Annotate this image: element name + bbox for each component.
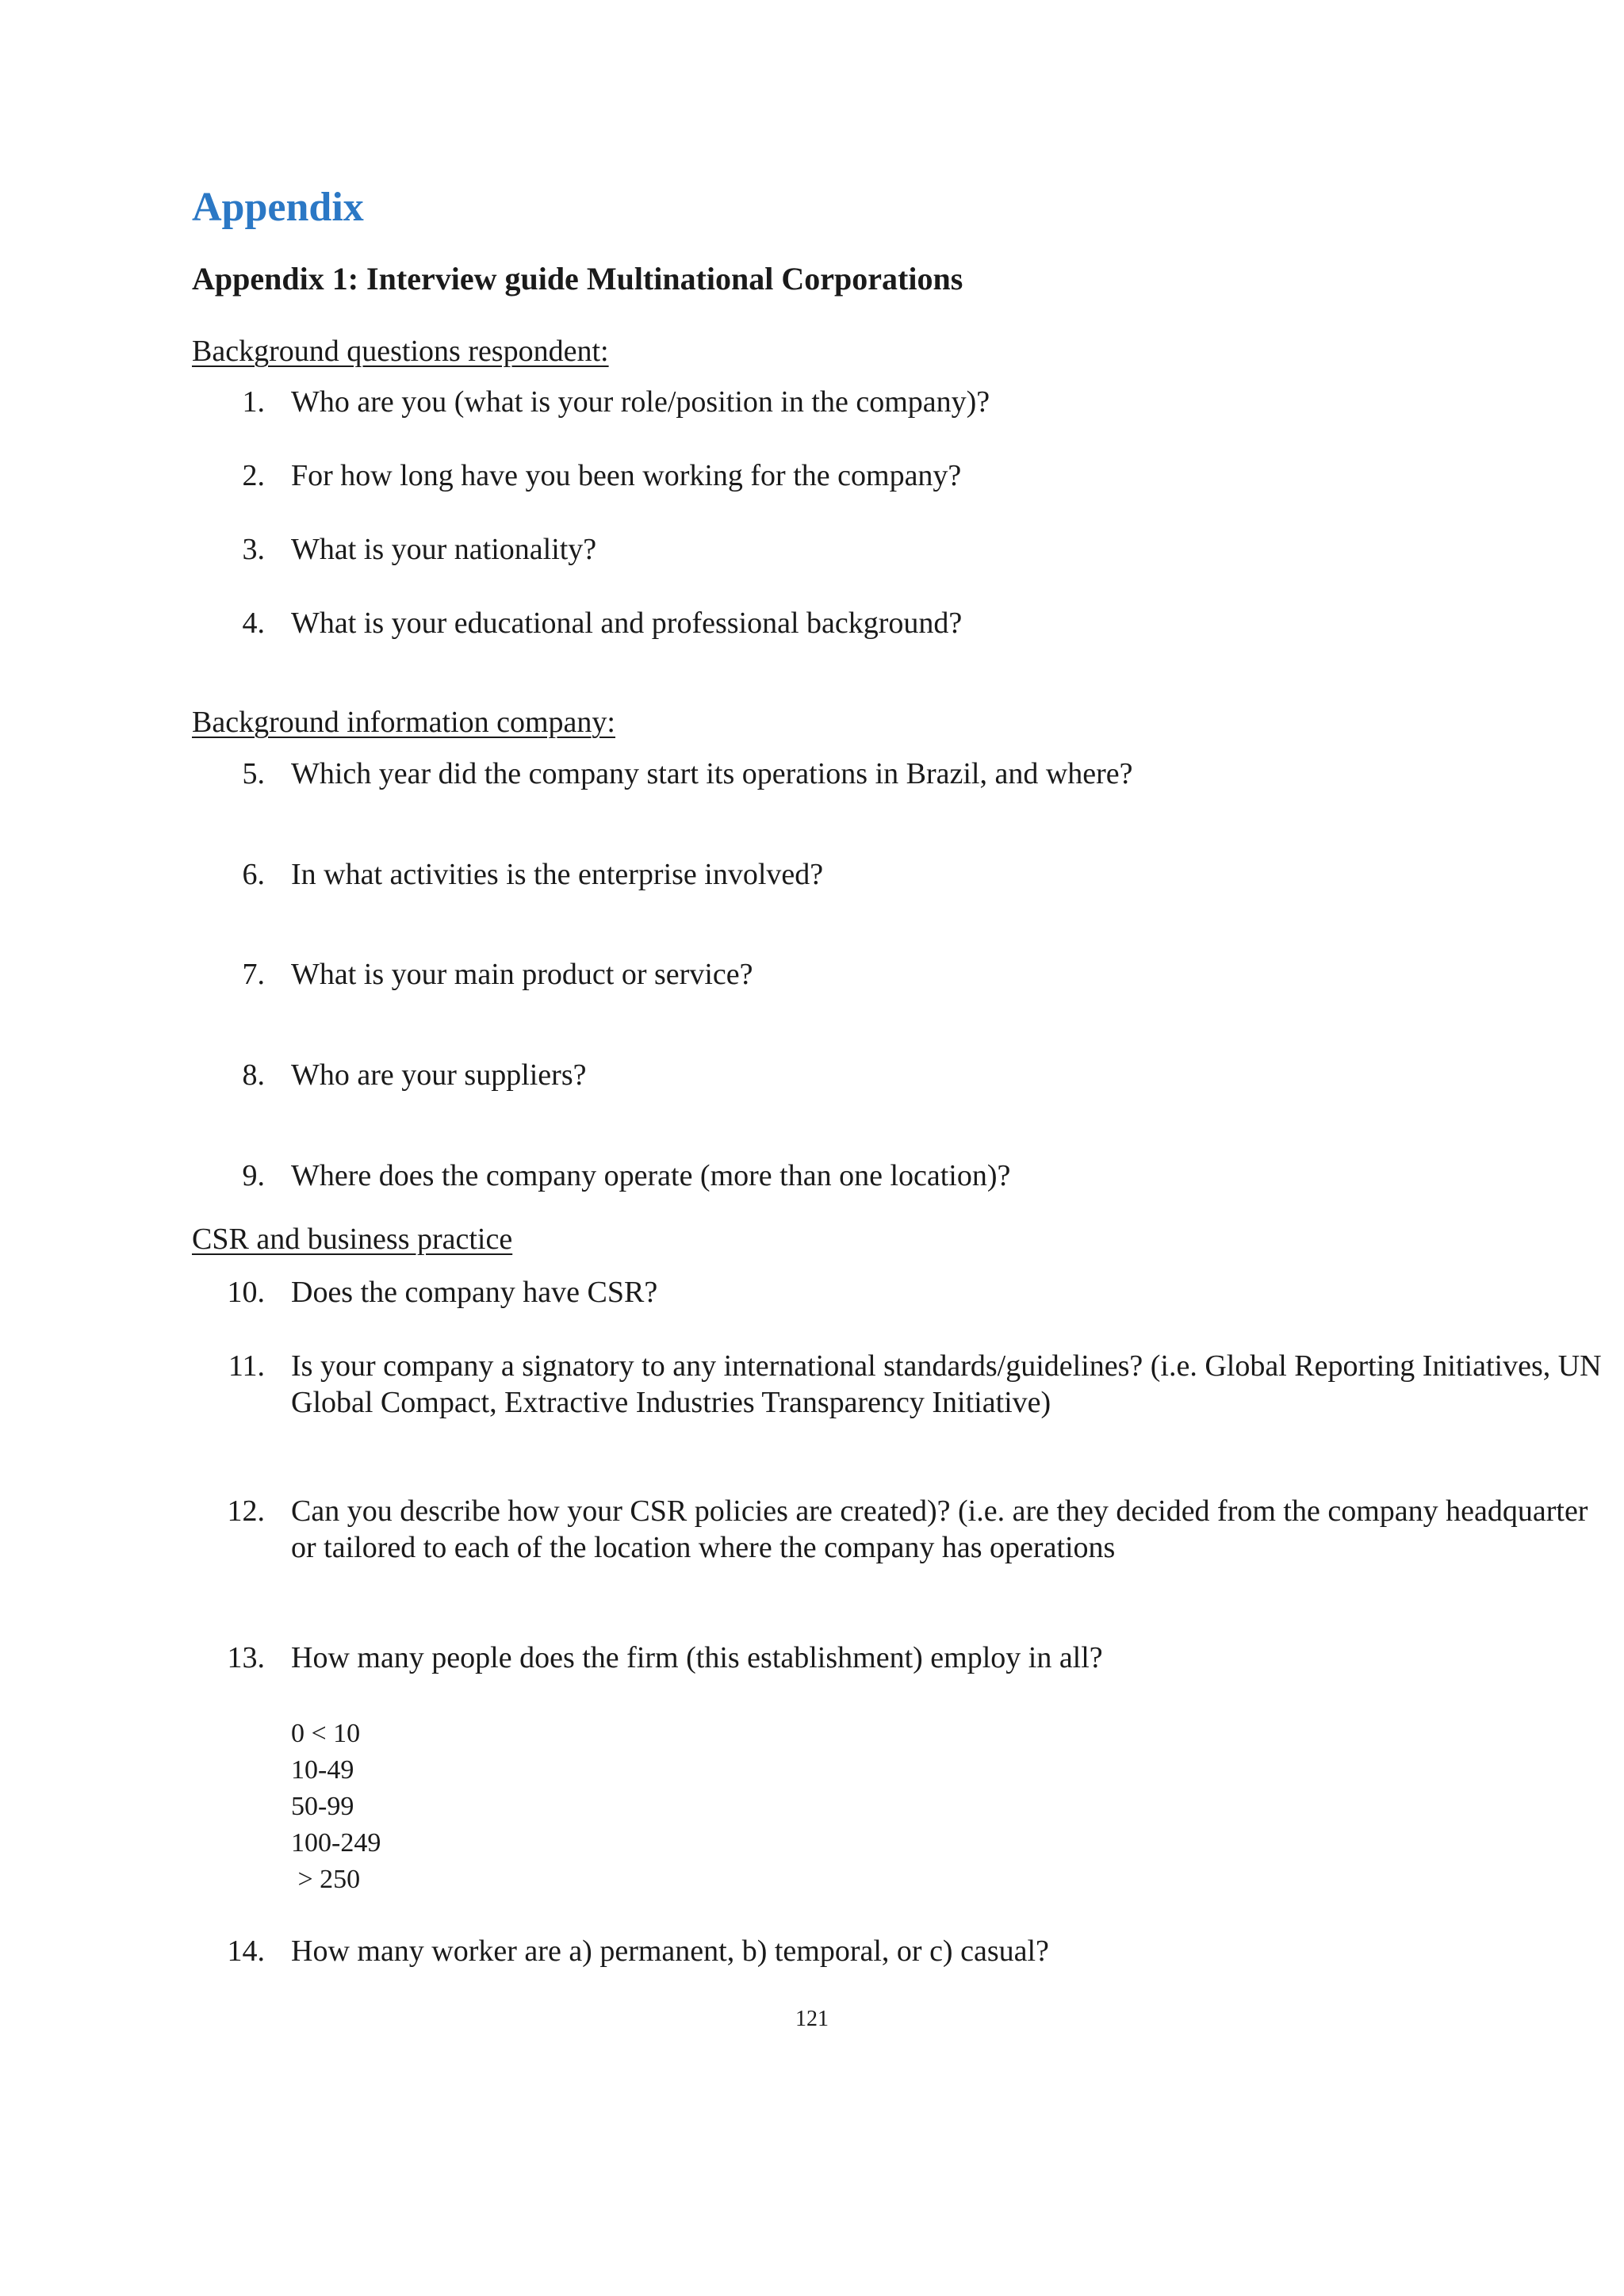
question-text: In what activities is the enterprise involved? [291, 858, 824, 891]
employee-option: 100-249 [291, 1828, 381, 1858]
question-text: Which year did the company start its operations in Brazil, and where? [291, 757, 1133, 790]
appendix-subtitle: Appendix 1: Interview guide Multinational Corporations [192, 261, 963, 297]
employee-option: 0 < 10 [291, 1719, 361, 1748]
question-number: 1. [242, 385, 265, 419]
question-text: Can you describe how your CSR policies are created)? (i.e. are they decided from the company headquarter or tailored to each of the location where the company has operations [291, 1494, 1588, 1564]
section-title-respondent: Background questions respondent: [192, 335, 609, 368]
question-text: Who are you (what is your role/position in the company)? [291, 385, 990, 419]
question-text: Who are your suppliers? [291, 1058, 587, 1092]
question-text: How many people does the firm (this establishment) employ in all? [291, 1641, 1103, 1674]
page-number: 121 [795, 2007, 829, 2031]
question-text: What is your nationality? [291, 533, 597, 566]
section-title-csr: CSR and business practice [192, 1223, 513, 1256]
question-number: 3. [242, 533, 265, 566]
question-number: 10. [227, 1276, 265, 1309]
question-number: 14. [227, 1934, 265, 1968]
question-number: 11. [228, 1349, 265, 1383]
question-text: What is your main product or service? [291, 958, 753, 991]
question-number: 4. [242, 607, 265, 640]
question-text: For how long have you been working for the company? [291, 459, 962, 492]
question-text: Where does the company operate (more than one location)? [291, 1159, 1011, 1192]
employee-option: 10-49 [291, 1755, 354, 1785]
employee-option: > 250 [291, 1865, 361, 1894]
question-number: 12. [227, 1494, 265, 1528]
question-text: Does the company have CSR? [291, 1276, 658, 1309]
section-title-company: Background information company: [192, 706, 615, 739]
question-number: 8. [242, 1058, 265, 1092]
question-number: 7. [242, 958, 265, 991]
page-title: Appendix [192, 185, 364, 230]
question-text: Is your company a signatory to any international standards/guidelines? (i.e. Global Reporting Initiatives, UN Global Compact, Extractive Industries Transparency Initiative) [291, 1349, 1602, 1419]
question-text: How many worker are a) permanent, b) temporal, or c) casual? [291, 1934, 1049, 1968]
employee-option: 50-99 [291, 1792, 354, 1821]
question-number: 6. [242, 858, 265, 891]
question-number: 13. [227, 1641, 265, 1674]
question-number: 2. [242, 459, 265, 492]
question-number: 5. [242, 757, 265, 790]
question-text: What is your educational and professional background? [291, 607, 963, 640]
question-number: 9. [242, 1159, 265, 1192]
